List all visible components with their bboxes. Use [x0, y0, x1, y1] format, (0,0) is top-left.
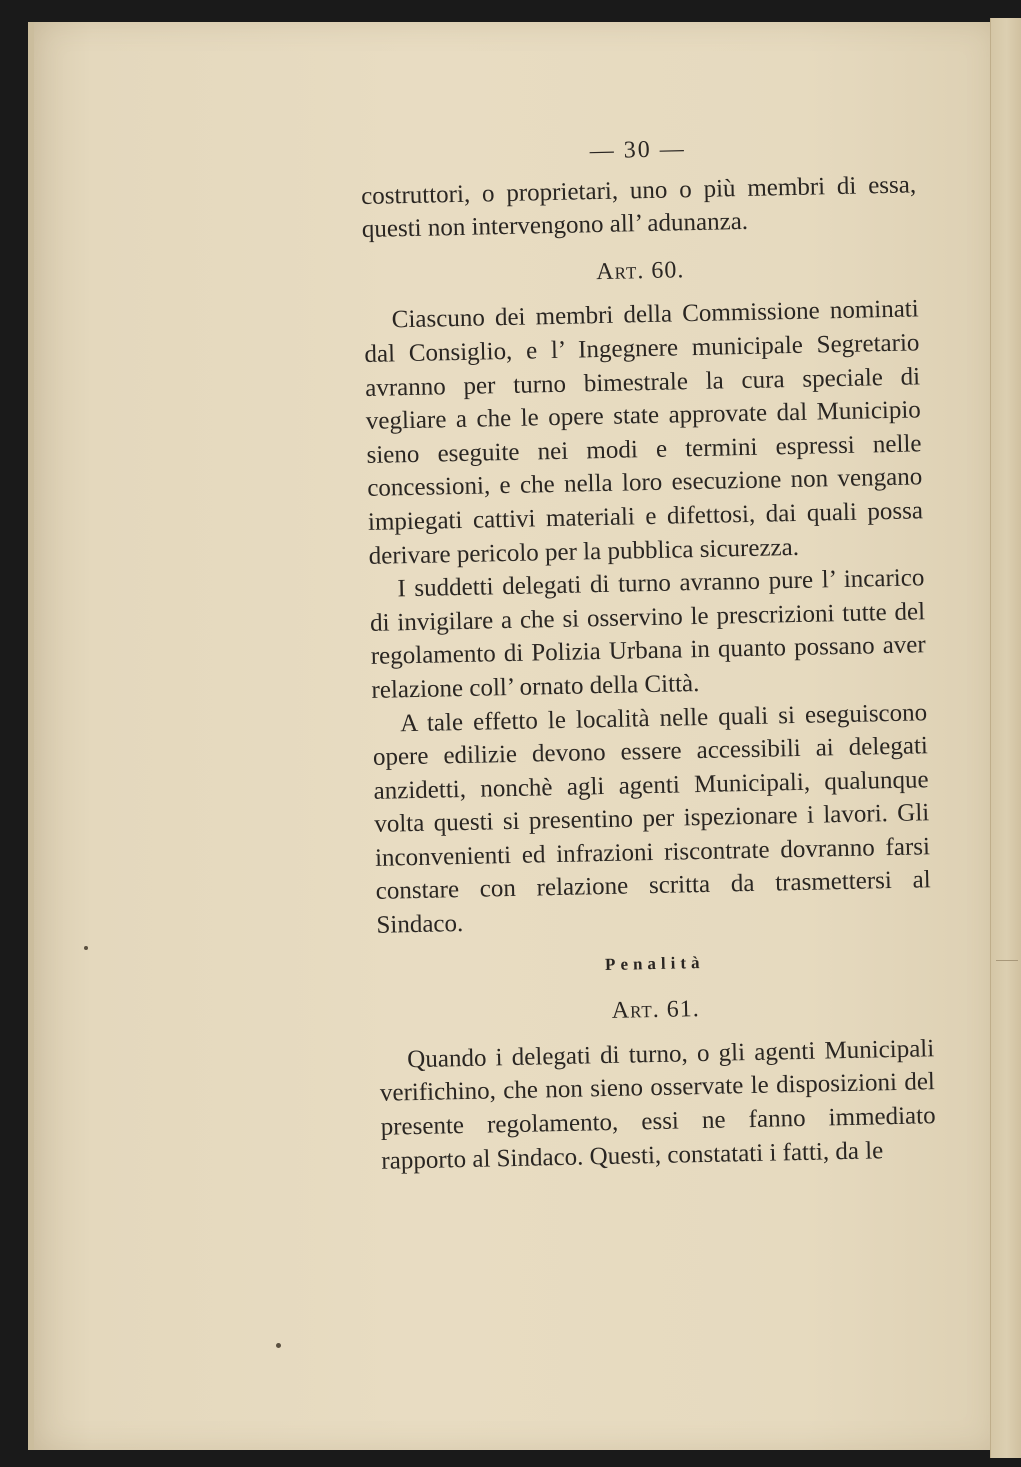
paper-speck [84, 946, 88, 950]
article-61-paragraph: Quando i delegati di turno, o gli agenti Municipali verifichino, che non sieno osservate le disposizioni del presente regolamento, essi ne fanno immediato rapporto al Sindaco. Questi, constatati i fatti, da le [379, 1035, 936, 1175]
page-number: — 30 — [589, 136, 687, 165]
article-61-heading: Art. 61. [611, 996, 701, 1025]
article-60-heading: Art. 60. [596, 257, 685, 285]
paragraph-continuation: costruttori, o proprietari, uno o più membri di essa, questi non intervengono all’ adunanza. [360, 170, 917, 244]
article-60-paragraph: I suddetti delegati di turno avranno pure l’ incarico di invigilare a che si osservino le prescrizioni tutte del regolamento di Polizia Urbana in quanto possano aver relazione coll’ ornato della Città. [369, 564, 926, 704]
paper-speck [276, 1343, 281, 1348]
section-heading-penalita: Penalità [604, 952, 705, 974]
facing-page-edge [990, 18, 1021, 1458]
page-text [360, 128, 937, 1178]
article-60-paragraph: A tale effetto le località nelle quali si eseguiscono opere edilizie devono essere accessibili ai delegati anzidetti, nonchè agli agenti Municipali, qualunque volta questi si presentino per ispezionare i lavori. Gli inconvenienti ed infrazioni riscontrate dovranno farsi constare con relazione scritta da trasmettersi al Sindaco. [372, 698, 931, 939]
page-edge-mark [996, 960, 1018, 961]
article-60-paragraph: Ciascuno dei membri della Commissione nominati dal Consiglio, e l’ Ingegnere municipale Segretario avranno per turno bimestrale la cura speciale di vegliare a che le opere state approvate dal Municipio sieno eseguite nei modi e termini espressi nelle concessioni, e che nella loro esecuzione non vengano impiegati cattivi materiali e difettosi, dai quali possa derivare pericolo per la pubblica sicurezza. [364, 295, 924, 570]
